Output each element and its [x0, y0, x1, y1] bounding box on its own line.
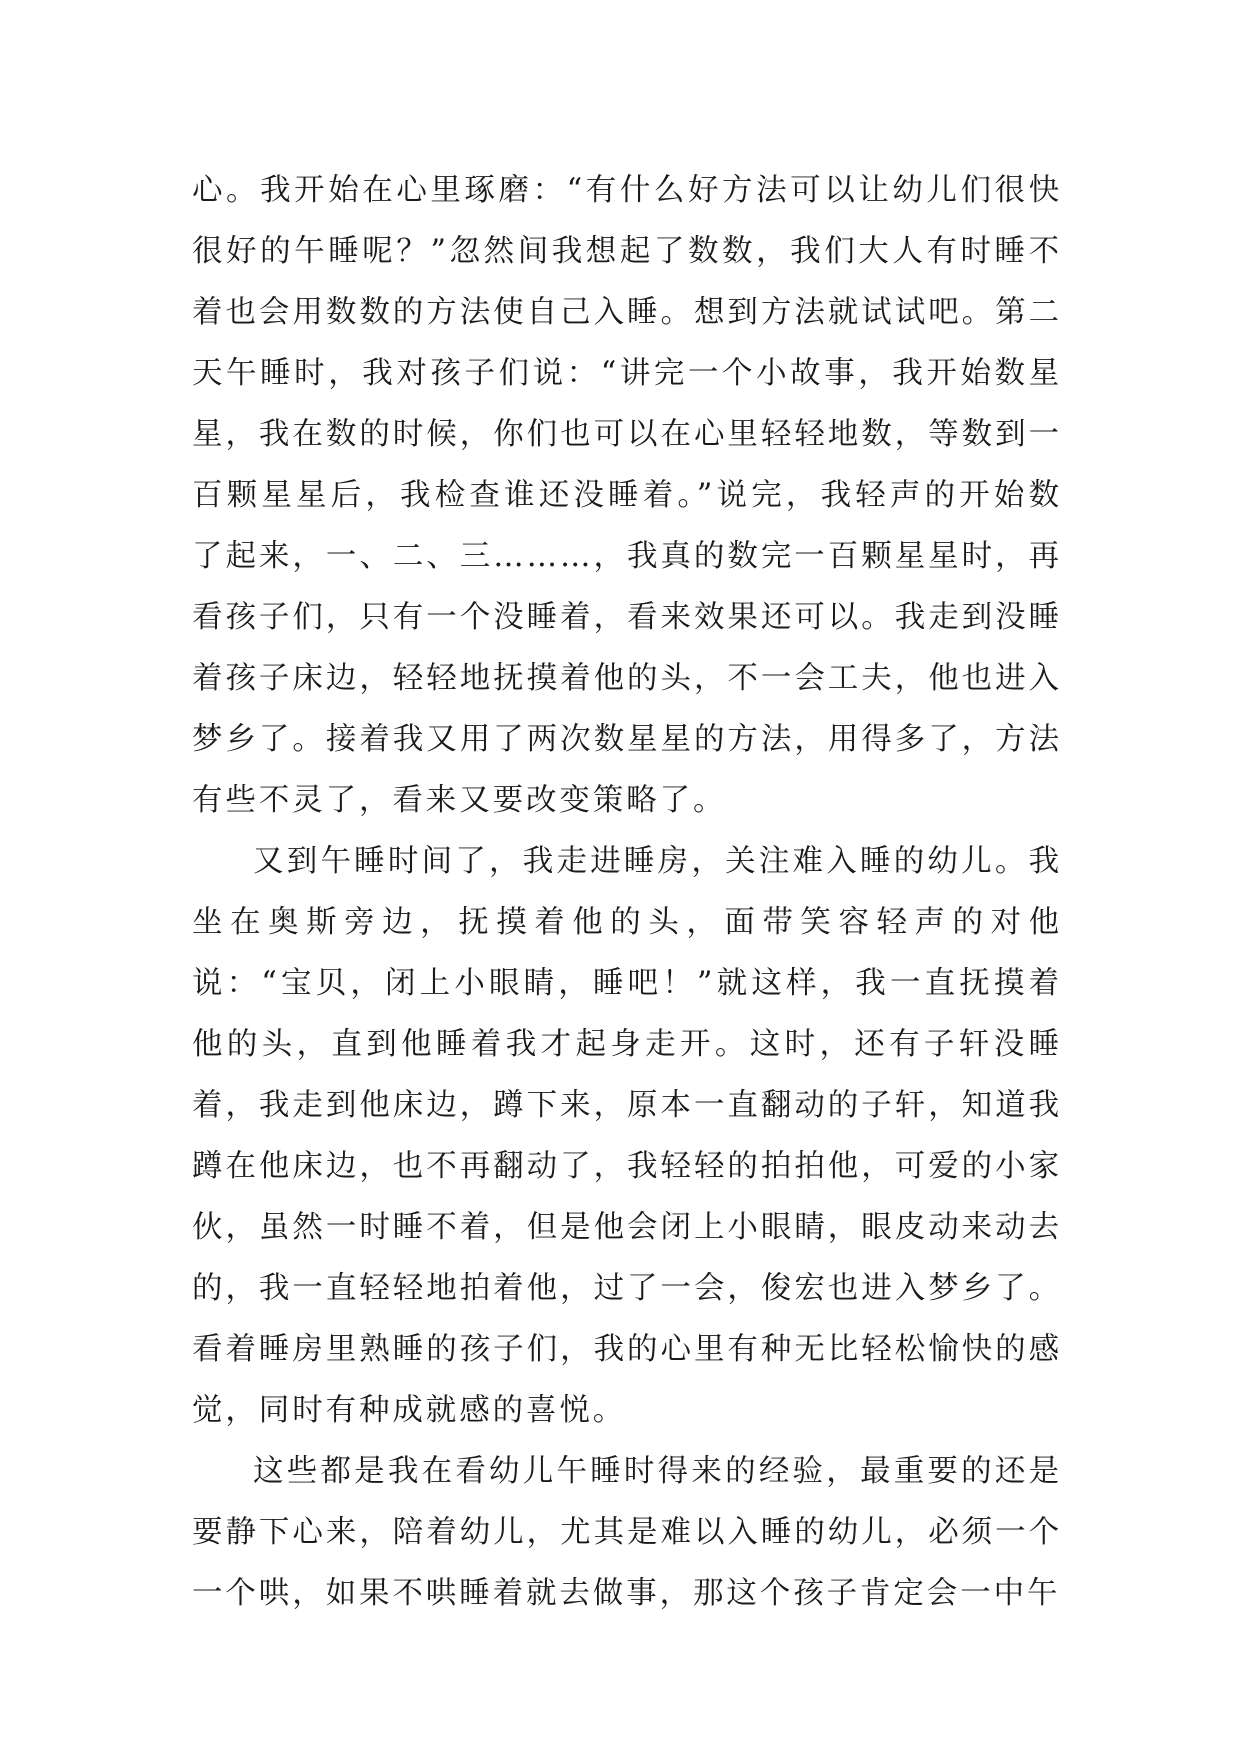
paragraph-3: 这些都是我在看幼儿午睡时得来的经验，最重要的还是要静下心来，陪着幼儿，尤其是难以入睡的幼儿，必须一个一个哄，如果不哄睡着就去做事，那这个孩子肯定会一中午	[192, 1454, 1062, 1611]
paragraph-2: 又到午睡时间了，我走进睡房，关注难入睡的幼儿。我坐在奥斯旁边，抚摸着他的头，面带笑容轻声的对他说：“宝贝，闭上小眼睛，睡吧！”就这样，我一直抚摸着他的头，直到他睡着我才起身走开。这时，还有子轩没睡着，我走到他床边，蹲下来，原本一直翻动的子轩，知道我蹲在他床边，也不再翻动了，我轻轻的拍拍他，可爱的小家伙，虽然一时睡不着，但是他会闭上小眼睛，眼皮动来动去的，我一直轻轻地拍着他，过了一会，俊宏也进入梦乡了。看着睡房里熟睡的孩子们，我的心里有种无比轻松愉快的感觉，同时有种成就感的喜悦。	[192, 844, 1062, 1428]
paragraph-1: 心。我开始在心里琢磨：“有什么好方法可以让幼儿们很快很好的午睡呢？”忽然间我想起了数数，我们大人有时睡不着也会用数数的方法使自己入睡。想到方法就试试吧。第二天午睡时，我对孩子们说：“讲完一个小故事，我开始数星星，我在数的时候，你们也可以在心里轻轻地数，等数到一百颗星星后，我检查谁还没睡着。”说完，我轻声的开始数了起来，一、二、三………，我真的数完一百颗星星时，再看孩子们，只有一个没睡着，看来效果还可以。我走到没睡着孩子床边，轻轻地抚摸着他的头，不一会工夫，他也进入梦乡了。接着我又用了两次数星星的方法，用得多了，方法有些不灵了，看来又要改变策略了。	[192, 173, 1062, 818]
body-text	[192, 160, 1062, 1624]
